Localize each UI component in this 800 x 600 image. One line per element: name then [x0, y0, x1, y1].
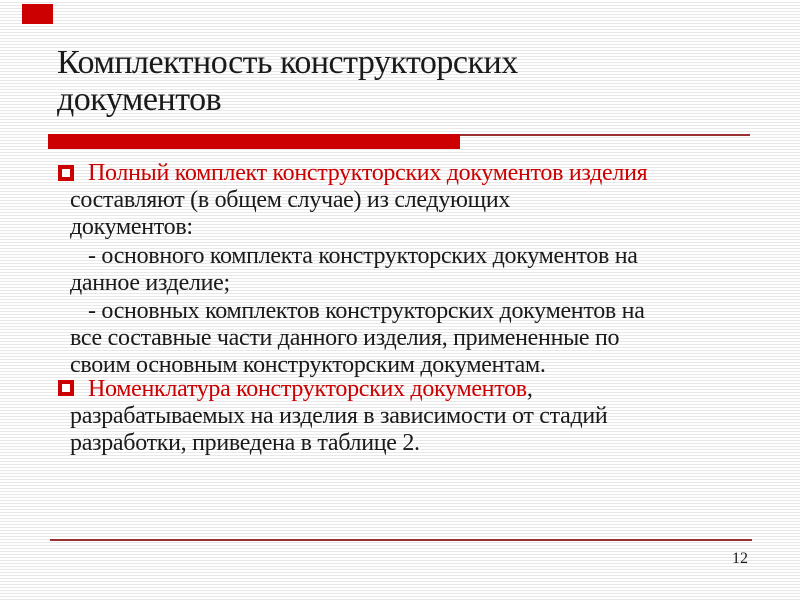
slide-title-line-1: Комплектность конструкторских — [57, 44, 518, 81]
bullet1-line2: составляют (в общем случае) из следующих — [70, 187, 511, 213]
bullet2-lead-tail: , — [526, 376, 533, 402]
subitem2-line3: своим основным конструкторским документам. — [70, 352, 546, 378]
subitem1-line2: данное изделие; — [70, 270, 230, 296]
corner-accent-rect — [22, 4, 53, 24]
bullet2-line1 — [88, 376, 533, 403]
bullet1-line1 — [88, 160, 647, 187]
bullet-square-icon — [58, 380, 74, 396]
page-number: 12 — [732, 550, 748, 567]
bullet1-line3: документов: — [70, 214, 193, 240]
subitem1-line1: - основного комплекта конструкторских документов на — [88, 243, 638, 269]
bullet2-line2: разрабатываемых на изделия в зависимости от стадий — [70, 403, 608, 429]
bullet2-line3: разработки, приведена в таблице 2. — [70, 430, 420, 456]
slide-title — [57, 44, 518, 118]
bullet2-lead-red-text: Номенклатура конструкторских документов — [88, 376, 527, 402]
title-underline-bar — [48, 134, 460, 149]
title-underline-thin-line — [460, 134, 750, 136]
subitem2-line2: все составные части данного изделия, примененные по — [70, 325, 620, 351]
bullet1-lead-red-text: Полный комплект конструкторских документов изделия — [88, 160, 648, 186]
slide-title-line-2: документов — [57, 81, 222, 118]
footer-rule — [50, 539, 752, 541]
bullet-square-icon — [58, 165, 74, 181]
subitem2-line1: - основных комплектов конструкторских документов на — [88, 298, 645, 324]
